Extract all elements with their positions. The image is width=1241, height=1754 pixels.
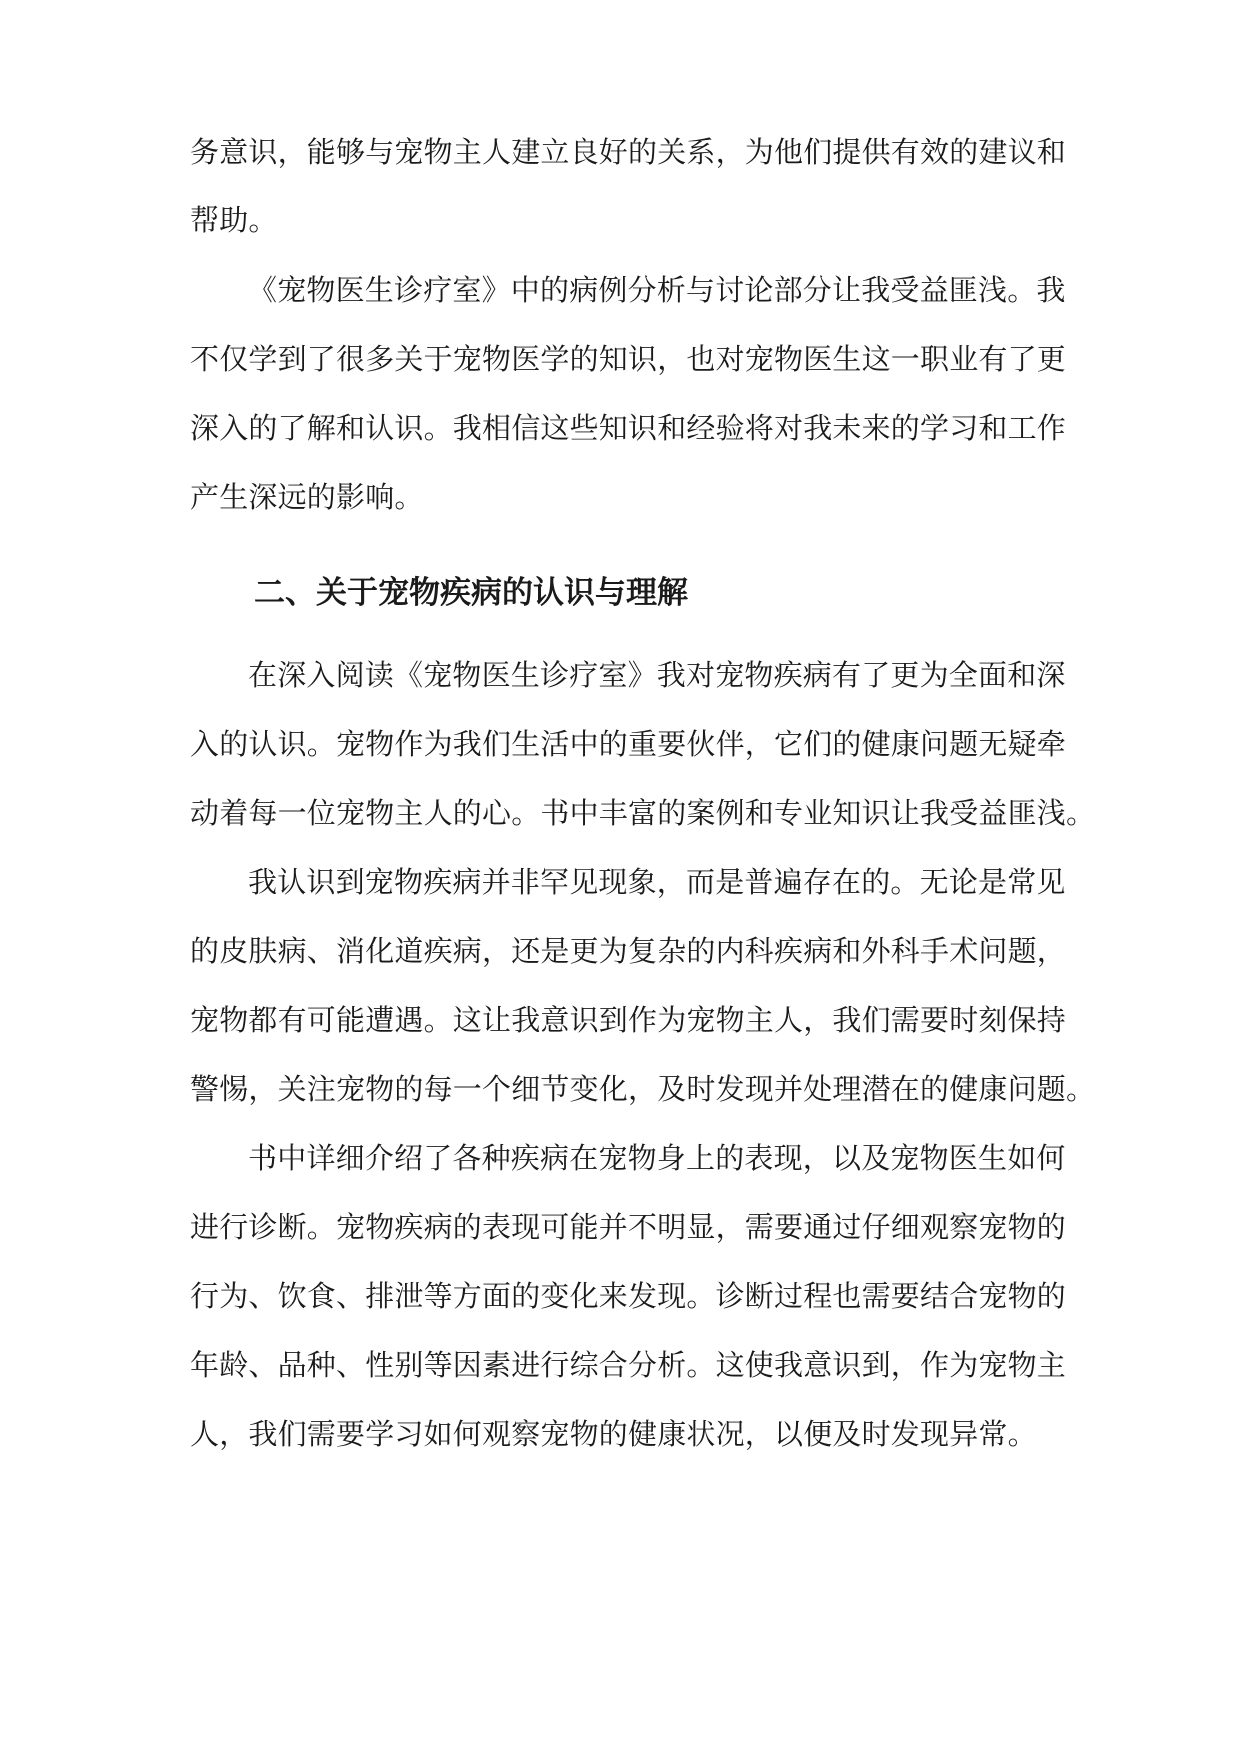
paragraph-first-line: 我认识到宠物疾病并非罕见现象，而是普遍存在的。无论是常见 xyxy=(248,865,1066,899)
text-line: 不仅学到了很多关于宠物医学的知识，也对宠物医生这一职业有了更 xyxy=(190,342,1067,376)
text-line: 动着每一位宠物主人的心。书中丰富的案例和专业知识让我受益匪浅。 xyxy=(190,796,1096,830)
text-line: 年龄、品种、性别等因素进行综合分析。这使我意识到，作为宠物主 xyxy=(190,1348,1067,1382)
paragraph-first-line: 《宠物医生诊疗室》中的病例分析与讨论部分让我受益匪浅。我 xyxy=(248,273,1066,307)
text-line: 产生深远的影响。 xyxy=(190,480,424,514)
text-line: 务意识，能够与宠物主人建立良好的关系，为他们提供有效的建议和 xyxy=(190,135,1067,169)
text-line: 进行诊断。宠物疾病的表现可能并不明显，需要通过仔细观察宠物的 xyxy=(190,1210,1067,1244)
paragraph-first-line: 书中详细介绍了各种疾病在宠物身上的表现，以及宠物医生如何 xyxy=(248,1141,1066,1175)
text-line: 入的认识。宠物作为我们生活中的重要伙伴，它们的健康问题无疑牵 xyxy=(190,727,1067,761)
text-line: 人，我们需要学习如何观察宠物的健康状况，以便及时发现异常。 xyxy=(190,1417,1037,1451)
text-line: 深入的了解和认识。我相信这些知识和经验将对我未来的学习和工作 xyxy=(190,411,1067,445)
text-line: 警惕，关注宠物的每一个细节变化，及时发现并处理潜在的健康问题。 xyxy=(190,1072,1096,1106)
paragraph-first-line: 在深入阅读《宠物医生诊疗室》我对宠物疾病有了更为全面和深 xyxy=(248,658,1066,692)
text-line: 宠物都有可能遭遇。这让我意识到作为宠物主人，我们需要时刻保持 xyxy=(190,1003,1067,1037)
section-heading: 二、关于宠物疾病的认识与理解 xyxy=(254,575,688,611)
text-line: 行为、饮食、排泄等方面的变化来发现。诊断过程也需要结合宠物的 xyxy=(190,1279,1067,1313)
text-line: 帮助。 xyxy=(190,203,278,237)
text-line: 的皮肤病、消化道疾病，还是更为复杂的内科疾病和外科手术问题， xyxy=(190,934,1067,968)
